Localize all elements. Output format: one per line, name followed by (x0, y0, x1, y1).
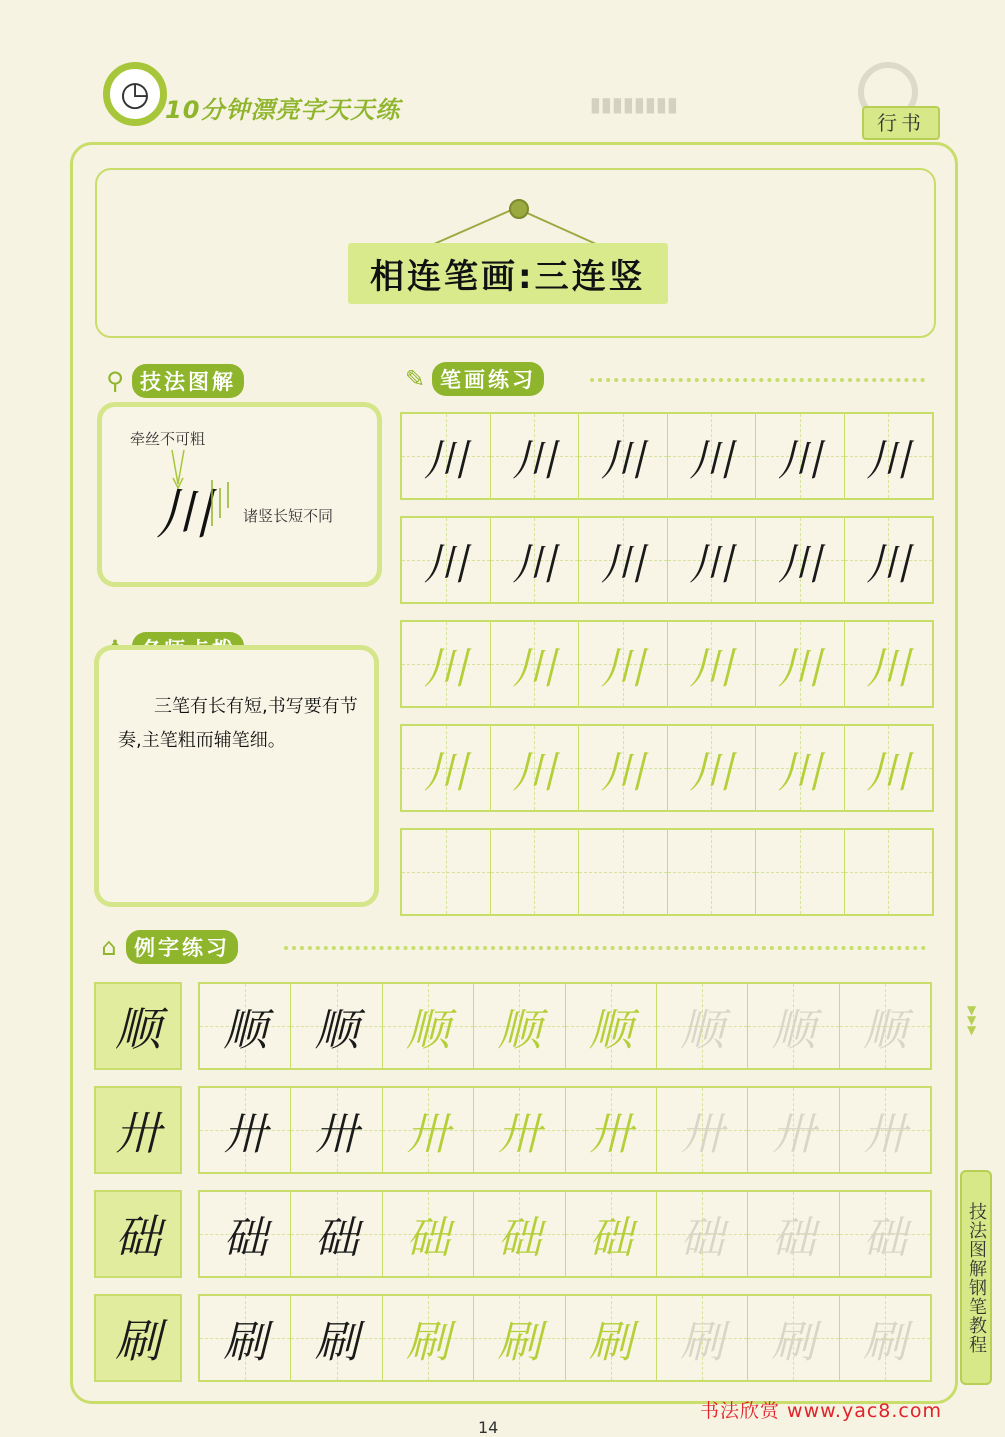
practice-cell[interactable] (668, 830, 757, 914)
example-row (94, 1294, 932, 1382)
stroke-row (400, 516, 934, 604)
example-practice-row (198, 1190, 932, 1278)
practice-cell[interactable] (474, 1296, 565, 1380)
house-icon: ⌂ (101, 933, 117, 961)
example-practice-row (198, 1086, 932, 1174)
example-char: 刷 (223, 1317, 268, 1368)
divider (590, 378, 925, 382)
practice-cell[interactable] (402, 622, 491, 706)
example-char: 刷 (862, 1317, 907, 1368)
practice-cell[interactable] (668, 726, 757, 810)
stroke-sample: 川 (423, 539, 468, 590)
practice-cell[interactable] (756, 622, 845, 706)
practice-cell[interactable] (756, 414, 845, 498)
practice-cell[interactable] (579, 414, 668, 498)
example-char: 刷 (314, 1317, 359, 1368)
stroke-row (400, 620, 934, 708)
example-char: 础 (314, 1213, 359, 1264)
stroke-sample: 川 (600, 643, 645, 694)
example-model-cell (94, 982, 182, 1070)
practice-cell[interactable] (668, 622, 757, 706)
practice-cell[interactable] (491, 622, 580, 706)
practice-cell[interactable] (748, 1296, 839, 1380)
example-char: 顺 (223, 1005, 268, 1056)
practice-cell[interactable] (845, 830, 933, 914)
stroke-sample: 川 (777, 435, 822, 486)
magnifier-icon: ⚲ (106, 367, 124, 395)
stroke-sample: 川 (600, 747, 645, 798)
stroke-practice-grid (400, 412, 934, 932)
series-title: 10分钟漂亮字天天练 (165, 96, 401, 124)
practice-cell[interactable] (579, 622, 668, 706)
example-model-cell (94, 1190, 182, 1278)
practice-cell[interactable] (402, 518, 491, 602)
practice-cell[interactable] (566, 1192, 657, 1276)
practice-cell[interactable] (657, 1088, 748, 1172)
example-char: 卅 (588, 1109, 633, 1160)
example-char: 卅 (223, 1109, 268, 1160)
practice-cell[interactable] (657, 1296, 748, 1380)
practice-cell[interactable] (748, 1088, 839, 1172)
section-example-practice (94, 930, 238, 964)
practice-cell[interactable] (756, 726, 845, 810)
example-practice-row (198, 982, 932, 1070)
stroke-sample: 川 (866, 539, 911, 590)
practice-cell[interactable] (383, 1296, 474, 1380)
example-row (94, 1086, 932, 1174)
practice-cell[interactable] (756, 830, 845, 914)
example-char: 础 (588, 1213, 633, 1264)
practice-cell[interactable] (566, 984, 657, 1068)
practice-cell[interactable] (566, 1088, 657, 1172)
example-char: 顺 (771, 1005, 816, 1056)
practice-cell[interactable] (840, 984, 930, 1068)
stroke-sample: 川 (600, 539, 645, 590)
stroke-sample: 川 (423, 435, 468, 486)
example-char: 础 (862, 1213, 907, 1264)
practice-cell[interactable] (579, 830, 668, 914)
practice-cell[interactable] (566, 1296, 657, 1380)
stroke-sample: 川 (689, 435, 734, 486)
practice-cell[interactable] (579, 518, 668, 602)
example-char: 刷 (405, 1317, 450, 1368)
practice-cell[interactable] (840, 1088, 930, 1172)
practice-cell[interactable] (474, 1088, 565, 1172)
example-char: 刷 (771, 1317, 816, 1368)
clock-icon: ◷ (103, 62, 167, 126)
practice-cell[interactable] (491, 518, 580, 602)
practice-cell[interactable] (383, 984, 474, 1068)
divider (284, 946, 926, 950)
stroke-sample: 川 (512, 747, 557, 798)
stroke-row (400, 828, 934, 916)
bleed-through-header: ▮▮▮▮▮▮▮▮ (590, 92, 679, 116)
stroke-sample: 川 (866, 643, 911, 694)
stroke-sample: 川 (777, 539, 822, 590)
stroke-sample: 川 (600, 435, 645, 486)
practice-cell[interactable] (756, 518, 845, 602)
pin-icon (509, 199, 529, 219)
down-arrows-icon: ▼ ▼ ▼ (967, 1003, 977, 1037)
example-char: 顺 (497, 1005, 542, 1056)
stroke-sample: 川 (689, 539, 734, 590)
practice-cell[interactable] (845, 518, 933, 602)
stroke-sample: 川 (512, 643, 557, 694)
practice-cell[interactable] (200, 1192, 291, 1276)
length-marks-icon (208, 478, 238, 530)
practice-cell[interactable] (668, 414, 757, 498)
diagram-note-top: 牵丝不可粗 (130, 430, 206, 448)
example-char: 卅 (862, 1109, 907, 1160)
practice-cell[interactable] (291, 984, 382, 1068)
practice-cell[interactable] (291, 1088, 382, 1172)
stroke-sample: 川 (689, 643, 734, 694)
example-char: 顺 (588, 1005, 633, 1056)
example-char: 刷 (588, 1317, 633, 1368)
example-char: 卅 (314, 1109, 359, 1160)
example-char: 础 (405, 1213, 450, 1264)
stroke-sample: 川 (777, 643, 822, 694)
example-char: 卅 (771, 1109, 816, 1160)
stroke-sample: 川 (777, 747, 822, 798)
section-stroke-practice-label: 笔画练习 (432, 362, 544, 396)
style-tag: 行书 (862, 106, 940, 140)
practice-cell[interactable] (200, 984, 291, 1068)
practice-cell[interactable] (200, 1088, 291, 1172)
example-model-cell (94, 1086, 182, 1174)
example-char: 顺 (862, 1005, 907, 1056)
practice-cell[interactable] (491, 830, 580, 914)
page-title: 相连笔画:三连竖 (348, 243, 668, 304)
practice-cell[interactable] (668, 518, 757, 602)
stroke-row (400, 724, 934, 812)
example-model-char: 础 (115, 1210, 161, 1264)
practice-cell[interactable] (291, 1296, 382, 1380)
diagram-note-right: 诸竖长短不同 (243, 507, 334, 525)
watermark: 书法欣赏 www.yac8.com (700, 1400, 942, 1422)
example-char: 础 (680, 1213, 725, 1264)
practice-cell[interactable] (402, 830, 491, 914)
tip-text: 三笔有长有短,书写要有节奏,主笔粗而辅笔细。 (118, 696, 358, 751)
stroke-sample: 川 (512, 435, 557, 486)
practice-cell[interactable] (840, 1192, 930, 1276)
example-char: 顺 (314, 1005, 359, 1056)
practice-cell[interactable] (657, 1192, 748, 1276)
practice-cell[interactable] (748, 984, 839, 1068)
example-char: 卅 (497, 1109, 542, 1160)
example-char: 础 (497, 1213, 542, 1264)
practice-cell[interactable] (474, 984, 565, 1068)
section-technique-label: 技法图解 (132, 364, 244, 398)
practice-cell[interactable] (845, 622, 933, 706)
stroke-sample: 川 (866, 747, 911, 798)
diagram-character: 川 (156, 482, 212, 547)
example-char: 础 (771, 1213, 816, 1264)
stroke-sample: 川 (423, 643, 468, 694)
example-char: 顺 (680, 1005, 725, 1056)
section-stroke-practice (400, 362, 544, 396)
practice-cell[interactable] (383, 1192, 474, 1276)
practice-cell[interactable] (383, 1088, 474, 1172)
practice-cell[interactable] (491, 726, 580, 810)
practice-cell[interactable] (474, 1192, 565, 1276)
practice-cell[interactable] (845, 726, 933, 810)
example-char: 础 (223, 1213, 268, 1264)
stroke-sample: 川 (512, 539, 557, 590)
practice-cell[interactable] (402, 726, 491, 810)
stroke-sample: 川 (866, 435, 911, 486)
tip-panel (94, 645, 379, 907)
practice-cell[interactable] (291, 1192, 382, 1276)
practice-cell[interactable] (840, 1296, 930, 1380)
example-model-char: 顺 (115, 1002, 161, 1056)
example-model-cell (94, 1294, 182, 1382)
example-row (94, 1190, 932, 1278)
example-practice-grid (94, 982, 932, 1398)
side-tab: 技法图解钢笔教程 (960, 1170, 992, 1385)
practice-cell[interactable] (200, 1296, 291, 1380)
page-number: 14 (478, 1418, 499, 1437)
practice-cell[interactable] (402, 414, 491, 498)
example-practice-row (198, 1294, 932, 1382)
example-char: 卅 (680, 1109, 725, 1160)
practice-cell[interactable] (845, 414, 933, 498)
example-char: 刷 (497, 1317, 542, 1368)
section-example-practice-label: 例字练习 (126, 930, 238, 964)
example-model-char: 卅 (115, 1106, 161, 1160)
stroke-row (400, 412, 934, 500)
example-model-char: 刷 (115, 1314, 161, 1368)
stroke-sample: 川 (423, 747, 468, 798)
section-technique (100, 364, 244, 398)
example-char: 卅 (405, 1109, 450, 1160)
practice-cell[interactable] (579, 726, 668, 810)
example-char: 顺 (405, 1005, 450, 1056)
example-char: 刷 (680, 1317, 725, 1368)
example-row (94, 982, 932, 1070)
practice-cell[interactable] (657, 984, 748, 1068)
stroke-sample: 川 (689, 747, 734, 798)
pencil-icon: ✎ (404, 365, 426, 393)
practice-cell[interactable] (491, 414, 580, 498)
practice-cell[interactable] (748, 1192, 839, 1276)
